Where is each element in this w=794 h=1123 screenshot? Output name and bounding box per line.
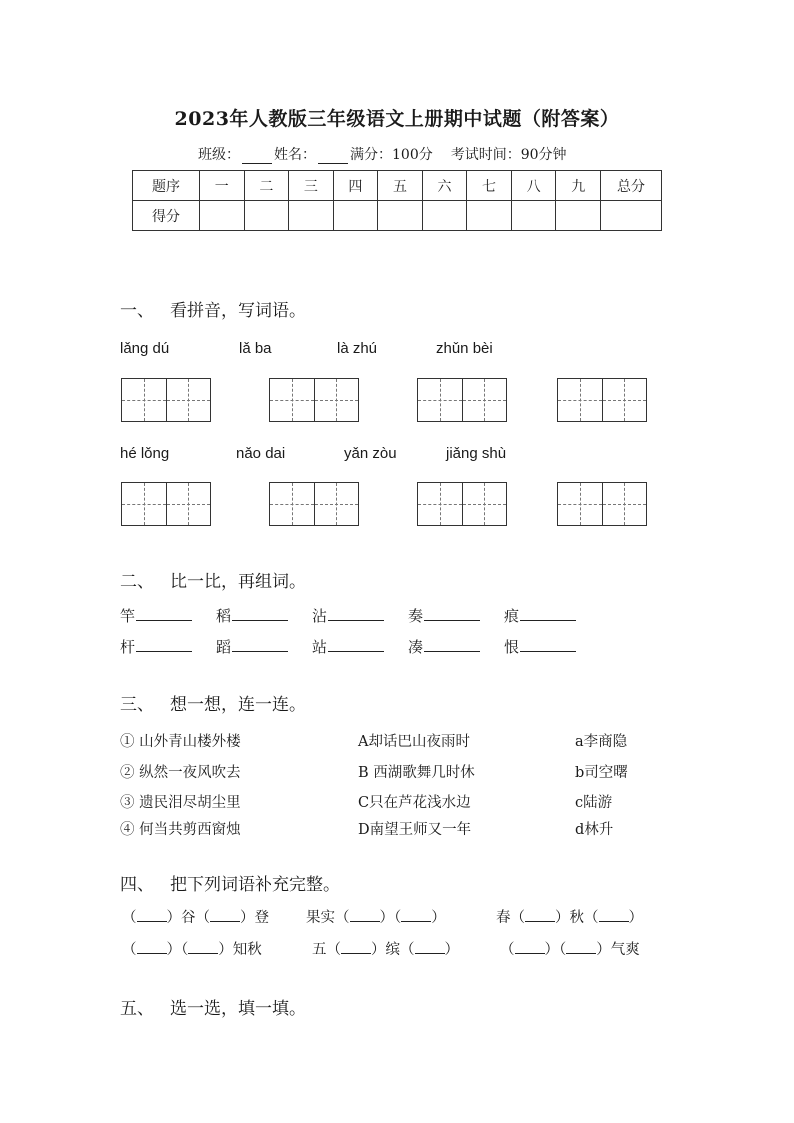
poet-name[interactable]: d林升	[575, 822, 614, 838]
tianzi-grid[interactable]	[557, 482, 647, 526]
poem-line[interactable]: ② 纵然一夜风吹去	[120, 765, 241, 781]
score-cell[interactable]	[289, 201, 334, 231]
compare-item: 稻	[216, 605, 288, 626]
answer-blank[interactable]	[136, 606, 192, 621]
poet-name[interactable]: a李商隐	[575, 734, 628, 750]
poem-line[interactable]: ③ 遗民泪尽胡尘里	[120, 795, 241, 811]
idiom-item: 五（ ）缤（ ）	[312, 942, 459, 958]
tianzi-grid[interactable]	[269, 378, 359, 422]
pinyin-2: lǎ ba	[239, 340, 272, 357]
fill-blank[interactable]	[566, 941, 596, 954]
answer-blank[interactable]	[136, 637, 192, 652]
compare-item: 竿	[120, 605, 192, 626]
fill-blank[interactable]	[137, 941, 167, 954]
section-4-num: 四、	[120, 875, 154, 895]
section-4-heading	[120, 870, 340, 895]
section-5-num: 五、	[120, 999, 154, 1019]
fill-blank[interactable]	[137, 909, 167, 922]
compare-item: 杆	[120, 636, 192, 657]
idiom-item: （ ）谷（ ）登	[122, 910, 269, 926]
poem-match[interactable]: C只在芦花浅水边	[358, 795, 471, 811]
pinyin-1: lǎng dú	[120, 340, 170, 357]
col-4: 四	[333, 171, 378, 201]
score-table-score-row	[133, 201, 662, 231]
pinyin-6: nǎo dai	[236, 445, 286, 462]
fill-blank[interactable]	[401, 909, 431, 922]
section-4-text: 把下列词语补充完整。	[170, 875, 340, 895]
score-cell[interactable]	[467, 201, 512, 231]
score-cell[interactable]	[378, 201, 423, 231]
fill-blank[interactable]	[350, 909, 380, 922]
answer-blank[interactable]	[520, 606, 576, 621]
compare-item: 痕	[504, 605, 576, 626]
poem-match[interactable]: A却话巴山夜雨时	[358, 734, 470, 750]
poem-match[interactable]: D南望王师又一年	[358, 822, 472, 838]
section-2-text: 比一比，再组词。	[170, 572, 306, 592]
class-label: 班级：	[198, 147, 240, 163]
score-cell[interactable]	[511, 201, 556, 231]
col-1: 一	[200, 171, 245, 201]
section-3-num: 三、	[120, 695, 154, 715]
row-head-score: 得分	[133, 201, 200, 231]
col-2: 二	[244, 171, 289, 201]
score-cell[interactable]	[244, 201, 289, 231]
section-5-heading	[120, 994, 306, 1019]
poem-match[interactable]: B 西湖歌舞几时休	[358, 765, 475, 781]
compare-item: 沾	[312, 605, 384, 626]
idiom-item: （ ）（ ）气爽	[500, 942, 640, 958]
score-cell[interactable]	[601, 201, 662, 231]
col-9: 九	[556, 171, 601, 201]
pinyin-5: hé lǒng	[120, 445, 170, 462]
row-head-order: 题序	[133, 171, 200, 201]
score-cell[interactable]	[333, 201, 378, 231]
col-7: 七	[467, 171, 512, 201]
name-label: 姓名：	[274, 147, 316, 163]
col-5: 五	[378, 171, 423, 201]
tianzi-grid[interactable]	[557, 378, 647, 422]
pinyin-8: jiǎng shù	[446, 445, 507, 462]
tianzi-grid[interactable]	[417, 378, 507, 422]
fill-blank[interactable]	[415, 941, 445, 954]
page-title: 2023年人教版三年级语文上册期中试题（附答案）	[174, 108, 620, 130]
col-total: 总分	[601, 171, 662, 201]
fill-blank[interactable]	[210, 909, 240, 922]
score-table	[132, 170, 662, 231]
idiom-item: 春（ ）秋（ ）	[496, 910, 643, 926]
fill-blank[interactable]	[515, 941, 545, 954]
compare-item: 奏	[408, 605, 480, 626]
pinyin-4: zhǔn bèi	[436, 340, 493, 357]
poet-name[interactable]: b司空曙	[575, 765, 628, 781]
section-5-text: 选一选，填一填。	[170, 999, 306, 1019]
answer-blank[interactable]	[520, 637, 576, 652]
pinyin-3: là zhú	[337, 340, 378, 357]
fill-blank[interactable]	[188, 941, 218, 954]
poem-line[interactable]: ④ 何当共剪西窗烛	[120, 822, 241, 838]
answer-blank[interactable]	[232, 606, 288, 621]
section-3-text: 想一想，连一连。	[170, 695, 306, 715]
tianzi-grid[interactable]	[417, 482, 507, 526]
score-cell[interactable]	[556, 201, 601, 231]
section-1-num: 一、	[120, 301, 154, 321]
col-6: 六	[422, 171, 467, 201]
answer-blank[interactable]	[424, 637, 480, 652]
compare-item: 凑	[408, 636, 480, 657]
name-blank[interactable]	[318, 149, 348, 164]
score-cell[interactable]	[200, 201, 245, 231]
tianzi-grid[interactable]	[121, 482, 211, 526]
idiom-item: 果实（ ）（ ）	[306, 910, 446, 926]
answer-blank[interactable]	[328, 606, 384, 621]
answer-blank[interactable]	[328, 637, 384, 652]
section-2-num: 二、	[120, 572, 154, 592]
pinyin-7: yǎn zòu	[344, 445, 397, 462]
compare-item: 恨	[504, 636, 576, 657]
info-line	[198, 144, 567, 164]
score-table-header-row	[133, 171, 662, 201]
fill-blank[interactable]	[599, 909, 629, 922]
answer-blank[interactable]	[424, 606, 480, 621]
fill-blank[interactable]	[341, 941, 371, 954]
section-3-heading	[120, 690, 306, 715]
tianzi-grid[interactable]	[269, 482, 359, 526]
full-score: 满分：100分	[350, 147, 433, 163]
tianzi-grid[interactable]	[121, 378, 211, 422]
score-cell[interactable]	[422, 201, 467, 231]
idiom-item: （ ）（ ）知秋	[122, 942, 262, 958]
class-blank[interactable]	[242, 149, 272, 164]
poem-line[interactable]: ① 山外青山楼外楼	[120, 734, 241, 750]
compare-item: 站	[312, 636, 384, 657]
answer-blank[interactable]	[232, 637, 288, 652]
section-1-text: 看拼音，写词语。	[170, 301, 306, 321]
compare-item: 蹈	[216, 636, 288, 657]
section-1-heading	[120, 296, 306, 321]
col-3: 三	[289, 171, 334, 201]
exam-time: 考试时间：90分钟	[450, 147, 567, 163]
section-2-heading	[120, 567, 306, 592]
fill-blank[interactable]	[525, 909, 555, 922]
poet-name[interactable]: c陆游	[575, 795, 613, 811]
col-8: 八	[511, 171, 556, 201]
